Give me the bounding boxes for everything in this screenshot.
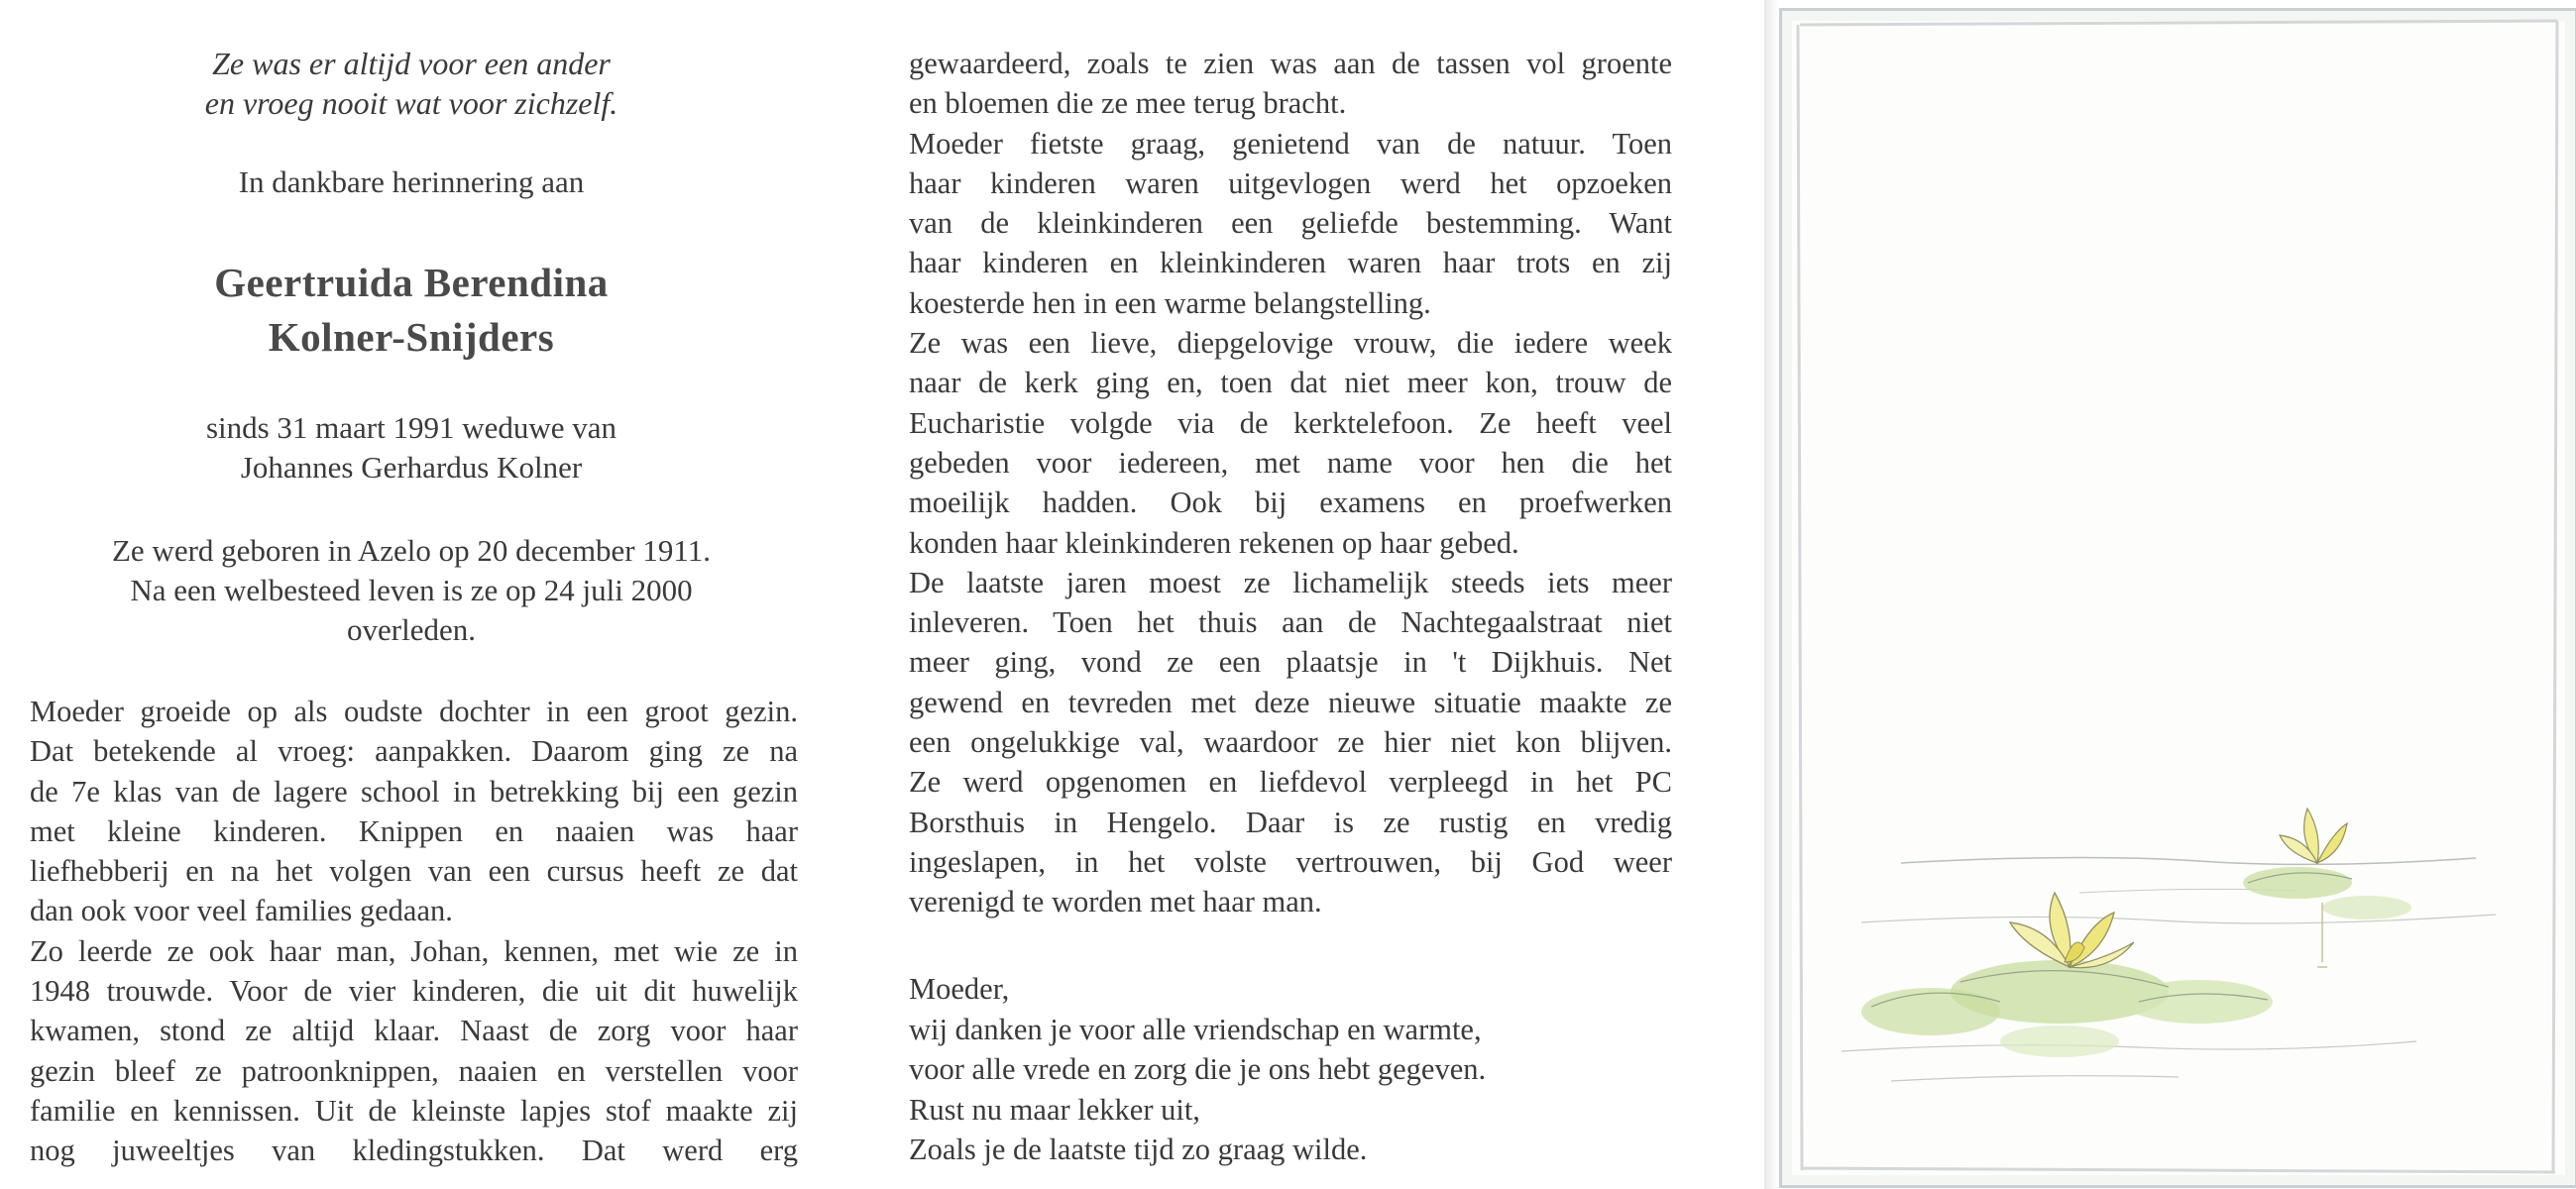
- biography-left: [30, 692, 798, 1171]
- poem-line: voor alle vrede en zorg die je ons hebt gegeven.: [909, 1052, 1487, 1086]
- intro: [59, 162, 763, 202]
- bio-mid-line: moeilijk hadden. Ook bij examens en proefwerken: [909, 486, 1672, 520]
- bio-mid-line: Moeder fietste graag, genietend van de natuur. Toen: [909, 126, 1672, 161]
- bio-mid-line: Ze werd opgenomen en liefdevol verpleegd in het PC: [909, 765, 1672, 800]
- bio-mid-line: gewaardeerd, zoals te zien was aan de tassen vol groente: [909, 47, 1672, 80]
- widow-note: [59, 408, 763, 487]
- deceased-name: [59, 256, 763, 365]
- bio-left-line: gezin bleef ze patroonknippen, naaien en verstellen voor: [30, 1053, 798, 1088]
- bio-mid-line: Borsthuis in Hengelo. Daar is ze rustig en vredig: [909, 805, 1672, 839]
- water-lily-illustration: [1782, 11, 2575, 1185]
- bio-left-line: Zo leerde ze ook haar man, Johan, kennen, met wie ze in: [30, 933, 798, 968]
- birth-death-note: [40, 531, 783, 650]
- lily-pad-3: [2124, 980, 2273, 1024]
- lily-pad-5: [2243, 867, 2352, 899]
- widow-line-2: Johannes Gerhardus Kolner: [240, 450, 583, 485]
- bio-left-line: de 7e klas van de lagere school in betrekking bij een gezin: [30, 774, 798, 809]
- bio-left-line: liefhebberij en na het volgen van een cursus heeft ze dat: [30, 854, 798, 889]
- bio-mid-line: van de kleinkinderen een geliefde bestemming. Want: [909, 206, 1672, 241]
- bio-mid-line: naar de kerk ging en, toen dat niet meer kon, trouw de: [909, 366, 1672, 400]
- bio-left-line: 1948 trouwde. Voor de vier kinderen, die uit dit huwelijk: [30, 974, 798, 1009]
- bio-mid-line: Ze was een lieve, diepgelovige vrouw, die iedere week: [909, 326, 1672, 361]
- bio-left-line: kwamen, stond ze altijd klaar. Naast de zorg voor haar: [30, 1014, 798, 1048]
- bio-left-line: Moeder groeide op als oudste dochter in een groot gezin.: [30, 695, 798, 728]
- lily-pad-6: [2322, 896, 2411, 919]
- poem-line: Zoals je de laatste tijd zo graag wilde.: [909, 1133, 1368, 1166]
- bio-mid-line: en bloemen die ze mee terug bracht.: [909, 86, 1347, 121]
- bio-left-line: familie en kennissen. Uit de kleinste lapjes stof maakte zij: [30, 1093, 798, 1128]
- name-line-1: Geertruida Berendina: [214, 260, 609, 305]
- biography-continued: [909, 44, 1672, 922]
- bio-mid-line: een ongelukkige val, waardoor ze hier niet kon blijven.: [909, 725, 1672, 760]
- bio-mid-line: ingeslapen, in het volste vertrouwen, bij God weer: [909, 844, 1672, 879]
- poem-line: Moeder,: [909, 972, 1010, 1006]
- closing-poem: [909, 969, 1672, 1170]
- bio-mid-line: inleveren. Toen het thuis aan de Nachtegaalstraat niet: [909, 605, 1672, 640]
- lily-flower-small: [2280, 809, 2347, 863]
- name-line-2: Kolner-Snijders: [268, 314, 555, 360]
- poem-line: wij danken je voor alle vriendschap en warmte,: [909, 1012, 1482, 1046]
- page-fold: [1764, 0, 1778, 1189]
- bio-mid-line: verenigd te worden met haar man.: [909, 885, 1322, 919]
- bio-mid-line: meer ging, vond ze een plaatsje in 't Dijkhuis. Net: [909, 645, 1672, 680]
- bio-mid-line: gewend en tevreden met deze nieuwe situatie maakte ze: [909, 685, 1672, 719]
- bio-left-line: Dat betekende al vroeg: aanpakken. Daarom ging ze na: [30, 734, 798, 769]
- motto-line-2: en vroeg nooit wat voor zichzelf.: [204, 85, 618, 121]
- motto-line-1: Ze was er altijd voor een ander: [212, 46, 611, 81]
- poem-line: Rust nu maar lekker uit,: [909, 1092, 1200, 1127]
- born-line-3: overleden.: [347, 612, 476, 647]
- bio-mid-line: De laatste jaren moest ze lichamelijk steeds iets meer: [909, 565, 1672, 599]
- bio-left-line: dan ook voor veel families gedaan.: [30, 894, 453, 928]
- lily-pad-4: [2000, 1026, 2119, 1057]
- motto: [59, 44, 763, 123]
- bio-left-line: nog juweeltjes van kledingstukken. Dat werd erg: [30, 1134, 798, 1168]
- bio-mid-line: koesterde hen in een warme belangstelling.: [909, 285, 1431, 320]
- lily-flower-large: [2010, 893, 2134, 968]
- intro-line: In dankbare herinnering aan: [238, 164, 585, 199]
- left-page: [0, 0, 872, 1189]
- widow-line-1: sinds 31 maart 1991 weduwe van: [205, 410, 617, 445]
- born-line-1: Ze werd geboren in Azelo op 20 december 1911.: [111, 533, 711, 568]
- bio-left-line: met kleine kinderen. Knippen en naaien was haar: [30, 813, 798, 848]
- illustration-card: [1779, 8, 2576, 1188]
- born-line-2: Na een welbesteed leven is ze op 24 juli 2000: [130, 573, 693, 607]
- bio-mid-line: konden haar kleinkinderen rekenen op haar gebed.: [909, 525, 1519, 560]
- bio-mid-line: haar kinderen waren uitgevlogen werd het opzoeken: [909, 165, 1672, 200]
- bio-mid-line: Eucharistie volgde via de kerktelefoon. Ze heeft veel: [909, 405, 1672, 440]
- bio-mid-line: haar kinderen en kleinkinderen waren haar trots en zij: [909, 246, 1672, 280]
- bio-mid-line: gebeden voor iedereen, met name voor hen die het: [909, 445, 1672, 480]
